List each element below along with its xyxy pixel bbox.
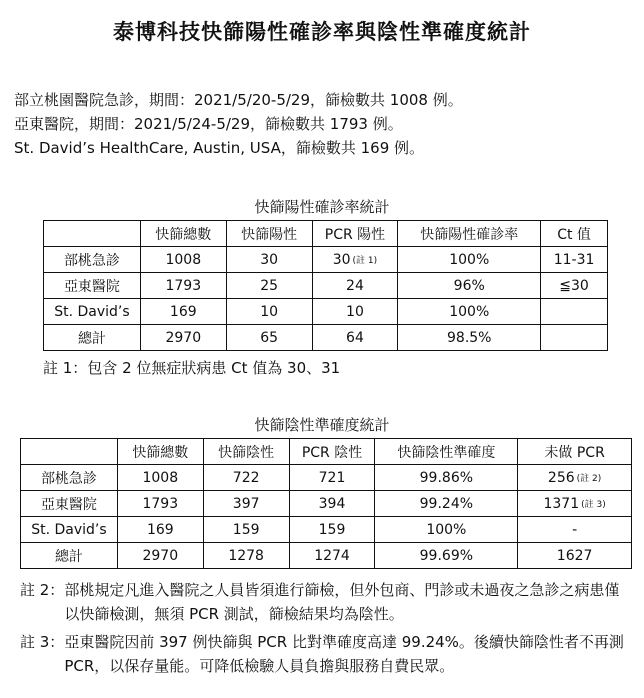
header-cell: 快篩陽性確診率 (398, 221, 541, 247)
footnote-text: 部桃規定凡進入醫院之人員皆須進行篩檢，但外包商、門診或未過夜之急診之病患僅以快篩檢測，無須 PCR 測試，篩檢結果均為陰性。 (64, 581, 620, 623)
table-cell: 10 (226, 299, 312, 325)
header-cell: 快篩陰性準確度 (375, 439, 518, 465)
intro-line-taoyuan: 部立桃園醫院急診，期間：2021/5/20-5/29，篩檢數共 1008 例。 (14, 91, 463, 109)
footnote-3 (20, 630, 632, 678)
row-label: St. David’s (21, 517, 118, 543)
header-cell (44, 221, 141, 247)
footnote-mark: (註 1) (352, 256, 378, 266)
table-cell: 2970 (140, 325, 226, 351)
row-label: St. David’s (44, 299, 141, 325)
table-cell: 96% (398, 273, 541, 299)
cell-value: 256 (547, 469, 575, 486)
table-cell: 64 (312, 325, 398, 351)
table-cell: 10 (312, 299, 398, 325)
intro-line-st-davids: St. David’s HealthCare, Austin, USA，篩檢數共 169 例。 (14, 139, 425, 157)
header-cell: PCR 陰性 (289, 439, 375, 465)
table-cell: 1274 (289, 543, 375, 569)
cell-value: 1371 (543, 495, 580, 512)
table-cell: 11-31 (541, 247, 608, 273)
table-cell: 159 (203, 517, 289, 543)
table-cell: 169 (117, 517, 203, 543)
row-label: 總計 (21, 543, 118, 569)
table-cell (541, 325, 608, 351)
table-cell: 2970 (117, 543, 203, 569)
table-header-row (44, 221, 608, 247)
table-row (21, 491, 632, 517)
row-label: 部桃急診 (21, 465, 118, 491)
table-row-total (44, 325, 608, 351)
footnote-2 (20, 578, 632, 626)
header-cell (21, 439, 118, 465)
row-label: 總計 (44, 325, 141, 351)
header-cell: 快篩總數 (140, 221, 226, 247)
footnote-label: 註 3： (20, 633, 65, 651)
footnote-mark: (註 3) (581, 500, 606, 510)
table-cell: 24 (312, 273, 398, 299)
header-cell: 未做 PCR (518, 439, 632, 465)
table1-note: 註 1：包含 2 位無症狀病患 Ct 值為 30、31 (43, 359, 341, 377)
table-cell: 98.5% (398, 325, 541, 351)
header-cell: 快篩陰性 (203, 439, 289, 465)
table-cell: 25 (226, 273, 312, 299)
table-cell: 1793 (140, 273, 226, 299)
footnote-label: 註 2： (20, 581, 65, 599)
row-label: 部桃急診 (44, 247, 141, 273)
footnote-text: 亞東醫院因前 397 例快篩與 PCR 比對準確度高達 99.24%。後續快篩陰性者不再測 PCR，以保存量能。可降低檢驗人員負擔與服務自費民眾。 (64, 633, 624, 675)
intro-section (14, 88, 463, 160)
positive-rate-table (43, 220, 608, 351)
table-row (44, 247, 608, 273)
table-cell: 397 (203, 491, 289, 517)
table-cell: - (518, 517, 632, 543)
table-header-row (21, 439, 632, 465)
table-cell: 100% (398, 299, 541, 325)
table-cell: 30 (226, 247, 312, 273)
table-row (44, 273, 608, 299)
header-cell: 快篩總數 (117, 439, 203, 465)
table-cell-with-note (518, 465, 632, 491)
footnotes (20, 578, 632, 678)
table2-caption: 快篩陰性準確度統計 (254, 416, 390, 434)
table-cell: 169 (140, 299, 226, 325)
table-row (21, 517, 632, 543)
table-row (21, 465, 632, 491)
row-label: 亞東醫院 (44, 273, 141, 299)
table-cell: 394 (289, 491, 375, 517)
table-cell: 1008 (117, 465, 203, 491)
table-cell: 99.69% (375, 543, 518, 569)
table1-caption: 快篩陽性確診率統計 (254, 198, 390, 216)
page-title: 泰博科技快篩陽性確診率與陰性準確度統計 (113, 20, 531, 44)
table-cell: 1278 (203, 543, 289, 569)
header-cell: Ct 值 (541, 221, 608, 247)
table-cell: 99.24% (375, 491, 518, 517)
table-cell-with-note (312, 247, 398, 273)
table-cell-with-note (518, 491, 632, 517)
row-label: 亞東醫院 (21, 491, 118, 517)
table-cell: 1793 (117, 491, 203, 517)
table-row (44, 299, 608, 325)
table-cell: 721 (289, 465, 375, 491)
table-cell: 1627 (518, 543, 632, 569)
table-cell: ≦30 (541, 273, 608, 299)
table-cell: 159 (289, 517, 375, 543)
table-cell: 1008 (140, 247, 226, 273)
negative-accuracy-table (20, 438, 632, 569)
footnote-mark: (註 2) (576, 474, 602, 484)
table-cell (541, 299, 608, 325)
intro-line-far-eastern: 亞東醫院，期間：2021/5/24-5/29，篩檢數共 1793 例。 (14, 115, 403, 133)
table-cell: 99.86% (375, 465, 518, 491)
table-cell: 65 (226, 325, 312, 351)
header-cell: PCR 陽性 (312, 221, 398, 247)
table-cell: 722 (203, 465, 289, 491)
cell-value: 30 (332, 251, 351, 268)
header-cell: 快篩陽性 (226, 221, 312, 247)
table-cell: 100% (375, 517, 518, 543)
table-row-total (21, 543, 632, 569)
table-cell: 100% (398, 247, 541, 273)
